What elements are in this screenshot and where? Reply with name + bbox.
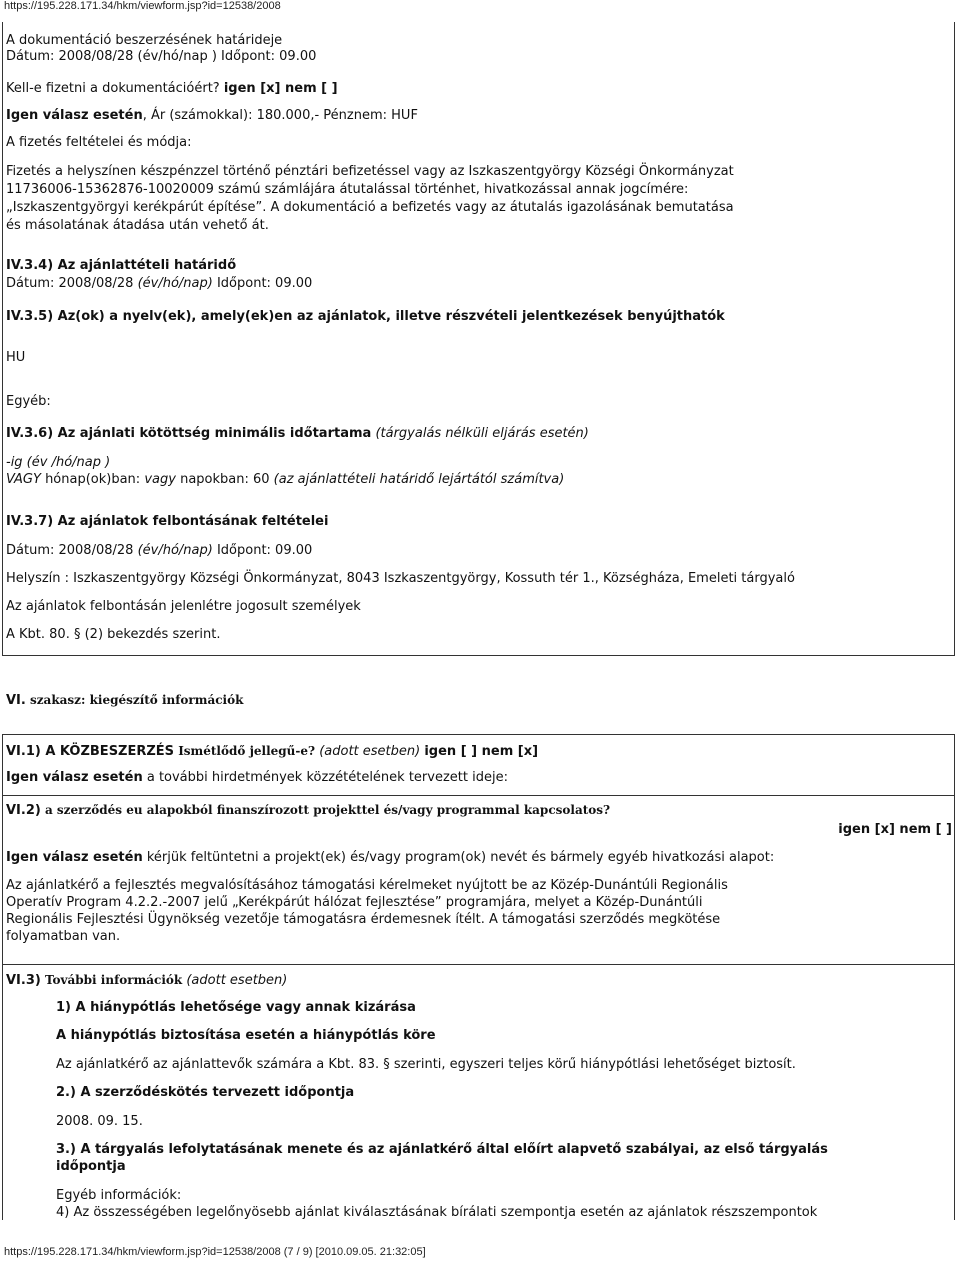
vi2-text-4: folyamatban van. — [6, 929, 121, 944]
vi2-label: VI.2) — [6, 803, 41, 818]
divider-vi2 — [2, 795, 955, 796]
p1-sub: A hiánypótlás biztosítása esetén a hiánypótlás köre — [56, 1028, 436, 1043]
vi2-answer: igen [x] nem [ ] — [838, 822, 952, 837]
iv34-time: Időpont: 09.00 — [216, 276, 313, 291]
vi2-text-3: Regionális Fejlesztési Ügynökség vezetője támogatásra érdemesnek ítélt. A támogatási szerződés megkötése — [6, 912, 721, 927]
iv35-other: Egyéb: — [6, 394, 51, 409]
price-value: 180.000,- Pénznem: HUF — [256, 108, 418, 123]
vi3-label: VI.3) — [6, 973, 41, 988]
iv34-date — [6, 276, 312, 292]
iv37-time: Időpont: 09.00 — [216, 543, 313, 558]
vi1-line — [6, 743, 538, 760]
p3-title-2: időpontja — [56, 1159, 126, 1174]
vi2-yes-label: Igen válasz esetén — [6, 850, 143, 865]
iv37-persons: Az ajánlatok felbontásán jelenlétre jogosult személyek — [6, 599, 361, 614]
iv36-line-1: -ig (év /hó/nap ) — [6, 455, 111, 470]
p1-text: Az ajánlatkérő az ajánlattevők számára a Kbt. 83. § szerinti, egyszeri teljes körű hiánypótlási lehetőséget biztosít. — [56, 1057, 796, 1072]
vi1-yes-text: a további hirdetmények közzétételének tervezett ideje: — [146, 770, 508, 785]
iv36-title-line — [6, 426, 589, 442]
deadline-date: Dátum: 2008/08/28 (év/hó/nap ) Időpont: 09.00 — [6, 49, 317, 64]
iv35-lang: HU — [6, 350, 26, 365]
vi1-yes-label: Igen válasz esetén — [6, 770, 143, 785]
terms-line-2: 11736006-15362876-10020009 számú számlájára átutalással történhet, hivatkozással annak jogcímére: — [6, 182, 689, 197]
iv36-or: VAGY — [6, 472, 41, 487]
iv35-title: IV.3.5) Az(ok) a nyelv(ek), amely(ek)en az ajánlatok, illetve részvételi jelentkezések benyújthatók — [6, 309, 725, 324]
vi2-yes-text: kérjük feltüntetni a projekt(ek) és/vagy program(ok) nevét és bármely egyéb hivatkozási alapot: — [146, 850, 775, 865]
iv36-days-note: (az ajánlattételi határidő lejártától számítva) — [273, 472, 565, 487]
vi2-text-2: Operatív Program 4.2.2.-2007 jelű „Kerékpárút hálózat fejlesztése” programjára, melyet a Közép-Dunántúli — [6, 895, 703, 910]
vi3-line — [6, 972, 287, 989]
payment-question — [6, 81, 338, 97]
vi1-yes-line — [6, 770, 508, 786]
vi3-title: További információk — [44, 973, 183, 987]
iv36-months: hónap(ok)ban: — [45, 472, 141, 487]
yes-label: Igen válasz esetén — [6, 108, 143, 123]
iv37-place: Helyszín : Iszkaszentgyörgy Községi Önkormányzat, 8043 Iszkaszentgyörgy, Kossuth tér 1., Községháza, Emeleti tárgyaló — [6, 571, 795, 586]
iv36-line-2 — [6, 472, 564, 488]
vi2-text-1: Az ajánlatkérő a fejlesztés megvalósításához támogatási kérelmeket nyújtott be az Közép-Dunántúli Regionális — [6, 878, 728, 893]
vi2-line — [6, 802, 610, 819]
p2-text: 2008. 09. 15. — [56, 1114, 143, 1129]
price-label: , Ár (számokkal): — [142, 108, 253, 123]
iv34-date-value: Dátum: 2008/08/28 — [6, 276, 134, 291]
vi1-question: Ismétlődő jellegű-e? — [178, 744, 316, 758]
payment-answer: igen [x] nem [ ] — [223, 81, 338, 96]
terms-line-1: Fizetés a helyszínen készpénzzel történő pénztári befizetéssel vagy az Iszkaszentgyörgy Községi Önkormányzat — [6, 164, 734, 179]
vi2-yes-line — [6, 850, 774, 866]
iv36-title-note: (tárgyalás nélküli eljárás esetén) — [375, 426, 589, 441]
deadline-title: A dokumentáció beszerzésének határideje — [6, 33, 283, 48]
footer-url: https://195.228.171.34/hkm/viewform.jsp?id=12538/2008 (7 / 9) [2010.09.05. 21:32:05] — [4, 1246, 426, 1258]
iv34-date-format: (év/hó/nap) — [137, 276, 213, 291]
iv34-title: IV.3.4) Az ajánlattételi határidő — [6, 258, 237, 273]
p1-title: 1) A hiánypótlás lehetősége vagy annak kizárása — [56, 1000, 416, 1015]
iv37-title: IV.3.7) Az ajánlatok felbontásának feltételei — [6, 514, 329, 529]
iv36-or2: vagy — [144, 472, 176, 487]
vi1-answer: igen [ ] nem [x] — [424, 744, 539, 759]
p2-title: 2.) A szerződéskötés tervezett időpontja — [56, 1085, 355, 1100]
price-line — [6, 108, 418, 124]
terms-line-3: „Iszkaszentgyörgyi kerékpárút építése”. A dokumentáció a befizetés vagy az átutalás igazolásának bemutatása — [6, 200, 734, 215]
vi1-note: (adott esetben) — [319, 744, 421, 759]
p3-title-1: 3.) A tárgyalás lefolytatásának menete és az ajánlatkérő által előírt alapvető szabályai, az első tárgyalás — [56, 1142, 828, 1157]
terms-line-4: és másolatának átadása után vehető át. — [6, 218, 269, 233]
vi-heading-number: VI. — [6, 693, 26, 708]
iv36-days: napokban: 60 — [180, 472, 270, 487]
vi2-question: a szerződés eu alapokból finanszírozott projekttel és/vagy programmal kapcsolatos? — [44, 803, 611, 817]
other-info: Egyéb információk: — [56, 1188, 182, 1203]
header-url: https://195.228.171.34/hkm/viewform.jsp?id=12538/2008 — [4, 0, 281, 12]
terms-title: A fizetés feltételei és módja: — [6, 135, 192, 150]
iv37-law: A Kbt. 80. § (2) bekezdés szerint. — [6, 627, 221, 642]
iv37-date-format: (év/hó/nap) — [137, 543, 213, 558]
payment-question-label: Kell-e fizetni a dokumentációért? — [6, 81, 220, 96]
iv37-date-value: Dátum: 2008/08/28 — [6, 543, 134, 558]
vi3-note: (adott esetben) — [186, 973, 288, 988]
p4-text: 4) Az összességében legelőnyösebb ajánlat kiválasztásának bírálati szempontja esetén az ajánlatok részszempontok — [56, 1205, 818, 1220]
iv37-date — [6, 543, 312, 559]
iv36-title: IV.3.6) Az ajánlati kötöttség minimális időtartama — [6, 426, 372, 441]
vi-heading-title: szakasz: kiegészítő információk — [29, 693, 244, 707]
divider-vi3 — [2, 964, 955, 965]
vi1-label: VI.1) A KÖZBESZERZÉS — [6, 744, 175, 759]
vi-heading — [6, 692, 243, 709]
